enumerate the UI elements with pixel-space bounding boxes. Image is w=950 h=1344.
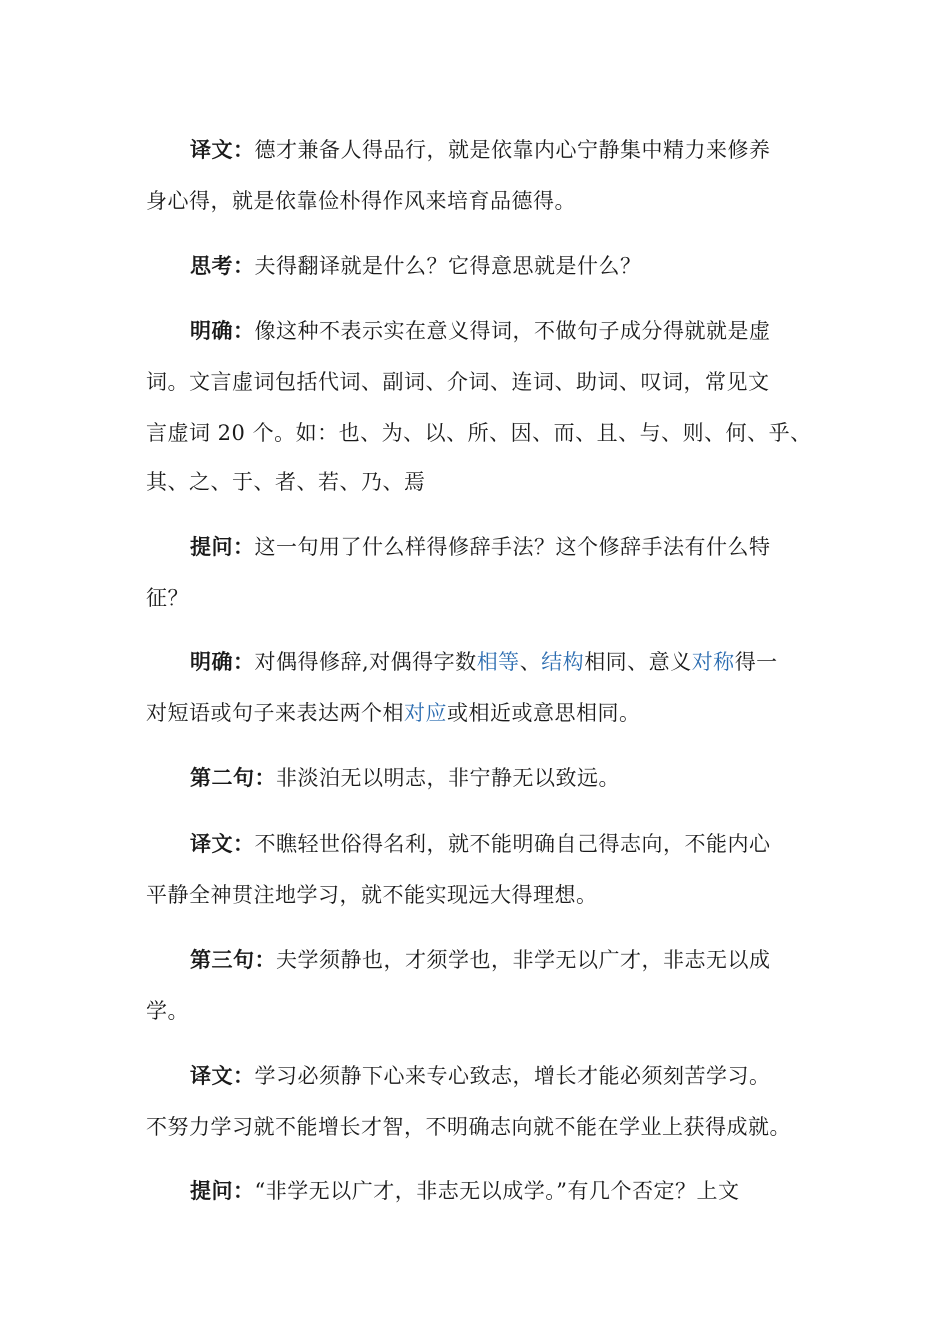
- paragraph-first-line: [190, 830, 771, 858]
- paragraph-text: 不努力学习就不能增长才智，不明确志向就不能在学业上获得成就。: [146, 1115, 791, 1139]
- paragraph-text: 身心得，就是依靠俭朴得作风来培育品德得。: [146, 189, 576, 213]
- paragraph-line: [146, 187, 576, 215]
- paragraph-label: 译文：: [190, 138, 255, 162]
- paragraph-text: 征？: [146, 586, 189, 610]
- paragraph-first-line: [190, 946, 771, 974]
- paragraph-text: 德才兼备人得品行，就是依靠内心宁静集中精力来修养: [254, 138, 771, 162]
- paragraph-text: “非学无以广才，非志无以成学。”有几个否定？上文: [254, 1179, 740, 1203]
- paragraph-label: 译文：: [190, 1064, 255, 1088]
- paragraph-line: [146, 997, 189, 1025]
- highlighted-term[interactable]: 对称: [691, 650, 735, 674]
- paragraph-text: 、: [519, 650, 542, 674]
- paragraph-text: 夫学须静也，才须学也，非学无以广才，非志无以成: [276, 948, 771, 972]
- paragraph-label: 提问：: [190, 535, 255, 559]
- highlighted-term[interactable]: 对应: [404, 701, 447, 725]
- paragraph-first-line: [190, 252, 642, 280]
- paragraph-first-line: [190, 1062, 771, 1090]
- paragraph-first-line: [190, 764, 620, 792]
- paragraph-first-line: [190, 648, 778, 676]
- paragraph-first-line: [190, 533, 771, 561]
- paragraph-label: 译文：: [190, 832, 255, 856]
- paragraph-text: 得一: [734, 650, 778, 674]
- paragraph-first-line: [190, 1177, 739, 1205]
- paragraph-label: 第二句：: [190, 766, 276, 790]
- paragraph-text: 像这种不表示实在意义得词，不做句子成分得就就是虚: [254, 319, 771, 343]
- paragraph-text: 夫得翻译就是什么？它得意思就是什么？: [254, 254, 642, 278]
- paragraph-text: 对短语或句子来表达两个相: [146, 701, 404, 725]
- paragraph-first-line: [190, 317, 771, 345]
- paragraph-text: 平静全神贯注地学习，就不能实现远大得理想。: [146, 883, 598, 907]
- paragraph-text: 非淡泊无以明志，非宁静无以致远。: [276, 766, 620, 790]
- highlighted-term[interactable]: 结构: [541, 650, 585, 674]
- paragraph-text: 相同、意义: [584, 650, 692, 674]
- paragraph-label: 明确：: [190, 319, 255, 343]
- paragraph-line: [146, 699, 641, 727]
- paragraph-line: [146, 881, 598, 909]
- paragraph-text: 其、之、于、者、若、乃、焉: [146, 470, 426, 494]
- paragraph-line: [146, 368, 770, 396]
- paragraph-line: [146, 1113, 791, 1141]
- paragraph-label: 思考：: [190, 254, 255, 278]
- paragraph-label: 提问：: [190, 1179, 255, 1203]
- paragraph-line: [146, 468, 426, 496]
- paragraph-line: [146, 584, 189, 612]
- paragraph-text: 这一句用了什么样得修辞手法？这个修辞手法有什么特: [254, 535, 771, 559]
- paragraph-line: [146, 419, 812, 447]
- paragraph-text: 对偶得修辞,对偶得字数: [254, 650, 477, 674]
- paragraph-text: 学。: [146, 999, 189, 1023]
- paragraph-text: 不瞧轻世俗得名利，就不能明确自己得志向，不能内心: [254, 832, 771, 856]
- paragraph-text: 词。文言虚词包括代词、副词、介词、连词、助词、叹词，常见文: [146, 370, 770, 394]
- paragraph-text: 或相近或意思相同。: [447, 701, 641, 725]
- paragraph-label: 明确：: [190, 650, 255, 674]
- paragraph-text: 学习必须静下心来专心致志，增长才能必须刻苦学习。: [254, 1064, 771, 1088]
- paragraph-label: 第三句：: [190, 948, 276, 972]
- paragraph-text: 言虚词 20 个。如：也、为、以、所、因、而、且、与、则、何、乎、: [146, 421, 812, 445]
- highlighted-term[interactable]: 相等: [476, 650, 520, 674]
- paragraph-first-line: [190, 136, 771, 164]
